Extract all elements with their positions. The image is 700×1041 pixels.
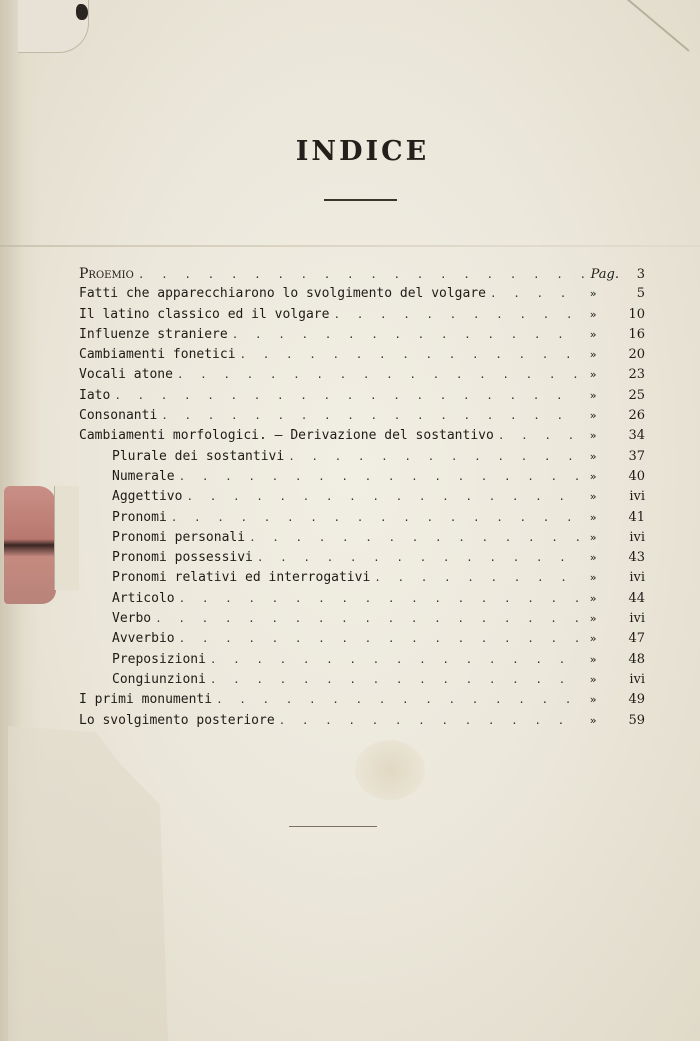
ditto-mark: »: [589, 612, 597, 626]
table-of-contents: [79, 264, 645, 731]
toc-entry-title: Influenze straniere: [79, 326, 228, 342]
toc-entry-title: I primi monumenti: [79, 692, 213, 708]
ditto-mark: »: [589, 591, 597, 605]
toc-entry-title: Pronomi personali: [112, 529, 246, 545]
ditto-mark: »: [589, 307, 597, 321]
ditto-mark: »: [589, 713, 597, 727]
toc-entry: [79, 325, 645, 345]
closing-rule: [289, 826, 377, 827]
toc-page-number: 59: [628, 712, 645, 728]
dot-leader: [333, 305, 581, 325]
toc-entry-title: Articolo: [112, 590, 175, 606]
toc-page-number: 5: [636, 286, 645, 302]
ditto-mark: »: [589, 287, 597, 301]
toc-entry-title: Avverbio: [112, 631, 175, 647]
dot-leader: [161, 406, 581, 426]
toc-entry: [79, 345, 645, 365]
toc-page-number: 44: [628, 590, 645, 606]
toc-entry: [79, 365, 645, 385]
toc-entry: [79, 690, 645, 710]
toc-entry-title: Iato: [79, 387, 111, 403]
dot-leader: [232, 325, 581, 345]
dot-leader: [155, 609, 581, 629]
toc-entry-title: Proemio: [79, 266, 134, 282]
toc-page-number: 40: [628, 468, 645, 484]
ditto-mark: »: [589, 348, 597, 362]
dot-leader: [498, 426, 581, 446]
toc-entry: [79, 711, 645, 731]
toc-entry-title: Pronomi: [112, 509, 167, 525]
toc-entry-title: Congiunzioni: [112, 671, 206, 687]
toc-page-number: ivi: [629, 570, 645, 586]
ditto-mark: »: [589, 449, 597, 463]
toc-entry-title: Vocali atone: [79, 367, 173, 383]
toc-entry-title: Cambiamenti fonetici: [79, 347, 236, 363]
toc-page-number: ivi: [629, 611, 645, 627]
ditto-mark: »: [589, 409, 597, 423]
ditto-mark: »: [589, 469, 597, 483]
torn-flap: [54, 486, 79, 590]
ditto-mark: »: [589, 693, 597, 707]
dot-leader: [257, 548, 581, 568]
toc-page-number: 25: [628, 387, 645, 403]
toc-entry-title: Pronomi possessivi: [112, 550, 253, 566]
dot-leader: [374, 568, 581, 588]
title-rule: [324, 199, 397, 201]
ditto-mark: »: [589, 530, 597, 544]
ditto-mark: »: [589, 632, 597, 646]
ditto-mark: »: [589, 551, 597, 565]
toc-page-number: 49: [628, 692, 645, 708]
dot-leader: [216, 690, 581, 710]
toc-entry-title: Numerale: [112, 468, 175, 484]
toc-page-number: 43: [628, 550, 645, 566]
toc-entry: [79, 467, 645, 487]
ditto-mark: »: [589, 571, 597, 585]
toc-entry: [79, 406, 645, 426]
toc-page-number: 37: [628, 448, 645, 464]
ditto-mark: »: [589, 368, 597, 382]
toc-entry: [79, 264, 645, 284]
ink-spot: [76, 4, 88, 20]
toc-page-number: 41: [628, 509, 645, 525]
toc-page-number: 16: [628, 326, 645, 342]
toc-entry: [79, 548, 645, 568]
toc-entry: [79, 528, 645, 548]
dot-leader: [288, 447, 581, 467]
dot-leader: [240, 345, 581, 365]
toc-entry: [79, 589, 645, 609]
toc-entry: [79, 629, 645, 649]
dot-leader: [179, 467, 581, 487]
toc-entry-title: Fatti che apparecchiarono lo svolgimento del volgare: [79, 286, 486, 302]
toc-entry: [79, 487, 645, 507]
page-title: INDICE: [295, 136, 430, 167]
toc-entry: [79, 386, 645, 406]
ditto-mark: »: [589, 388, 597, 402]
dot-leader: [177, 365, 581, 385]
toc-entry-title: Consonanti: [79, 408, 158, 424]
page-fold-line: [0, 245, 700, 247]
toc-page-number: 3: [636, 267, 645, 282]
toc-entry-title: Il latino classico ed il volgare: [79, 306, 330, 322]
toc-entry: [79, 305, 645, 325]
toc-page-number: ivi: [629, 671, 645, 687]
toc-entry-title: Aggettivo: [112, 489, 183, 505]
dot-leader: [114, 386, 581, 406]
dot-leader: [210, 670, 581, 690]
toc-page-number: 47: [628, 631, 645, 647]
dot-leader: [138, 265, 587, 285]
torn-hole: [4, 486, 56, 604]
toc-entry: [79, 568, 645, 588]
dot-leader: [179, 629, 581, 649]
toc-entry: [79, 426, 645, 446]
ditto-mark: »: [589, 510, 597, 524]
toc-page-number: 20: [628, 347, 645, 363]
ditto-mark: »: [589, 672, 597, 686]
toc-entry-title: Cambiamenti morfologici. — Derivazione del sostantivo: [79, 428, 494, 444]
dot-leader: [186, 487, 581, 507]
corner-crease: [619, 0, 689, 52]
dot-leader: [249, 528, 581, 548]
torn-lower-margin: [8, 726, 168, 1041]
toc-page-number: 10: [628, 306, 645, 322]
ditto-mark: »: [589, 327, 597, 341]
toc-page-number: 48: [628, 651, 645, 667]
dot-leader: [210, 650, 581, 670]
toc-page-number: ivi: [629, 529, 645, 545]
ditto-mark: »: [589, 490, 597, 504]
dot-leader: [171, 508, 581, 528]
toc-entry-title: Plurale dei sostantivi: [112, 448, 285, 464]
toc-page-number: 34: [628, 428, 645, 444]
toc-entry-title: Preposizioni: [112, 651, 206, 667]
toc-entry: [79, 447, 645, 467]
toc-entry: [79, 670, 645, 690]
toc-page-number: 23: [628, 367, 645, 383]
dot-leader: [179, 589, 581, 609]
page-prefix: Pag.: [590, 267, 619, 282]
toc-entry: [79, 284, 645, 304]
dot-leader: [490, 284, 581, 304]
ditto-mark: »: [589, 429, 597, 443]
toc-entry-title: Pronomi relativi ed interrogativi: [112, 570, 371, 586]
toc-entry: [79, 650, 645, 670]
toc-entry-title: Lo svolgimento posteriore: [79, 712, 275, 728]
toc-page-number: ivi: [629, 489, 645, 505]
paper-stain: [355, 740, 425, 800]
toc-entry: [79, 508, 645, 528]
toc-page-number: 26: [628, 408, 645, 424]
toc-entry-title: Verbo: [112, 611, 152, 627]
dot-leader: [279, 711, 581, 731]
ditto-mark: »: [589, 652, 597, 666]
toc-entry: [79, 609, 645, 629]
